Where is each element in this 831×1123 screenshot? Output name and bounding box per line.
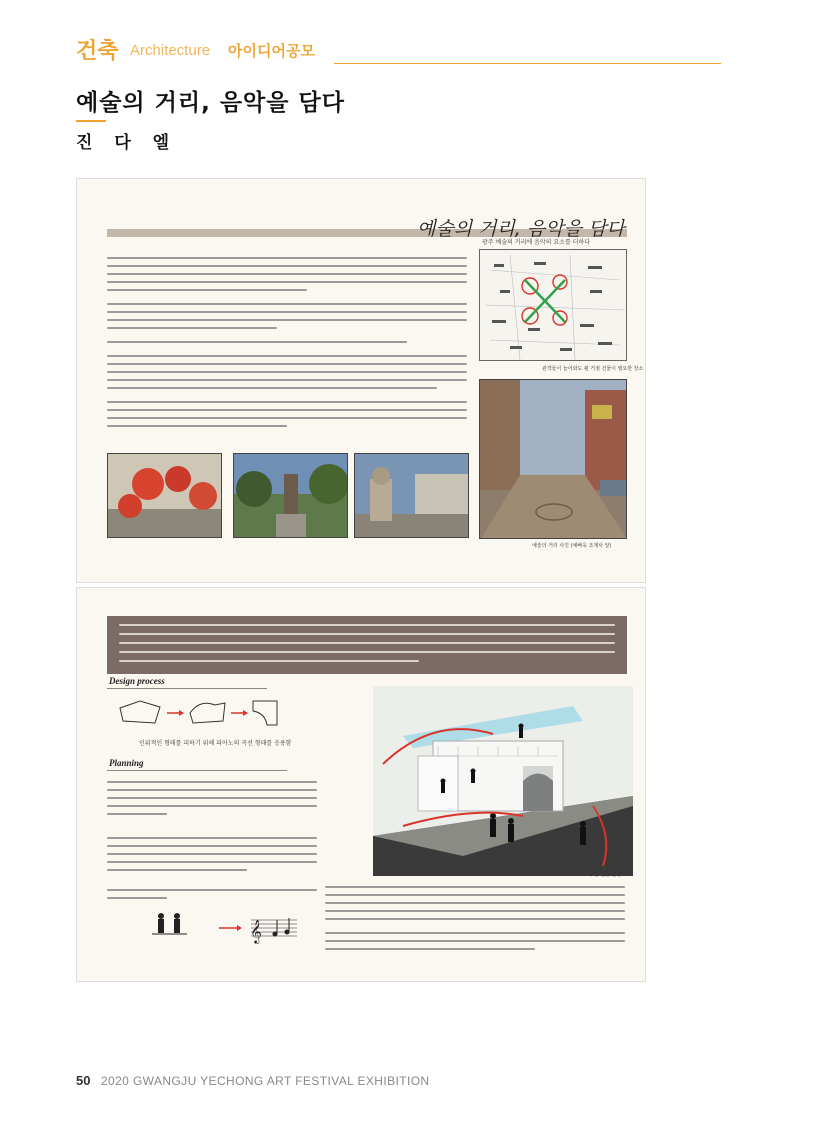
category-english: Architecture bbox=[130, 42, 211, 59]
exhibition-title: 2020 GWANGJU YECHONG ART FESTIVAL EXHIBITION bbox=[100, 1074, 430, 1088]
design-process-rule bbox=[107, 688, 267, 689]
art-street-photo bbox=[479, 379, 627, 539]
planning-rule bbox=[107, 770, 287, 771]
red-mural-photo bbox=[107, 453, 222, 538]
header-divider bbox=[334, 63, 721, 64]
category-label: 건축 bbox=[76, 39, 119, 64]
page-footer bbox=[76, 1072, 430, 1090]
subcategory-label: 아이디어공모 bbox=[228, 42, 315, 60]
author-name: 진 다 엘 bbox=[76, 133, 178, 153]
design-process-caption: 인위적인 형태를 피하기 위해 피아노의 곡선 형태를 응용함 bbox=[139, 740, 292, 747]
planning-heading: Planning bbox=[109, 758, 144, 768]
title-underline bbox=[76, 120, 106, 122]
site-map-image bbox=[479, 249, 627, 361]
sculpture-park-photo bbox=[233, 453, 348, 538]
site-map-graphic bbox=[480, 250, 628, 362]
render-caption: 구상 건물 완성도 bbox=[589, 872, 626, 878]
street-photo-caption: 예술의 거리 사진 (예빠욱 조계사 앞) bbox=[532, 543, 612, 549]
design-process-diagram bbox=[115, 693, 285, 733]
page-title: 예술의 거리, 음악을 담다 bbox=[76, 90, 345, 116]
poster-subtitle: 광주 예술의 거리에 음악의 요소를 더하다 bbox=[482, 239, 591, 246]
listening-diagram bbox=[147, 908, 307, 948]
map-caption: 관객들이 늘어와도 될 거점 건물이 필요한 장소 bbox=[542, 366, 644, 372]
street-sculpture-photo bbox=[354, 453, 469, 538]
poster-panel-bottom bbox=[76, 587, 646, 982]
concept-banner bbox=[107, 616, 627, 674]
building-render-image bbox=[373, 686, 633, 876]
section-header bbox=[76, 34, 721, 68]
poster-panel-top bbox=[76, 178, 646, 583]
svg-text:𝄞: 𝄞 bbox=[250, 919, 262, 943]
page-number: 50 bbox=[76, 1073, 91, 1088]
poster-title: 예술의 거리, 음악을 담다 bbox=[417, 218, 625, 240]
design-process-heading: Design process bbox=[109, 676, 165, 686]
